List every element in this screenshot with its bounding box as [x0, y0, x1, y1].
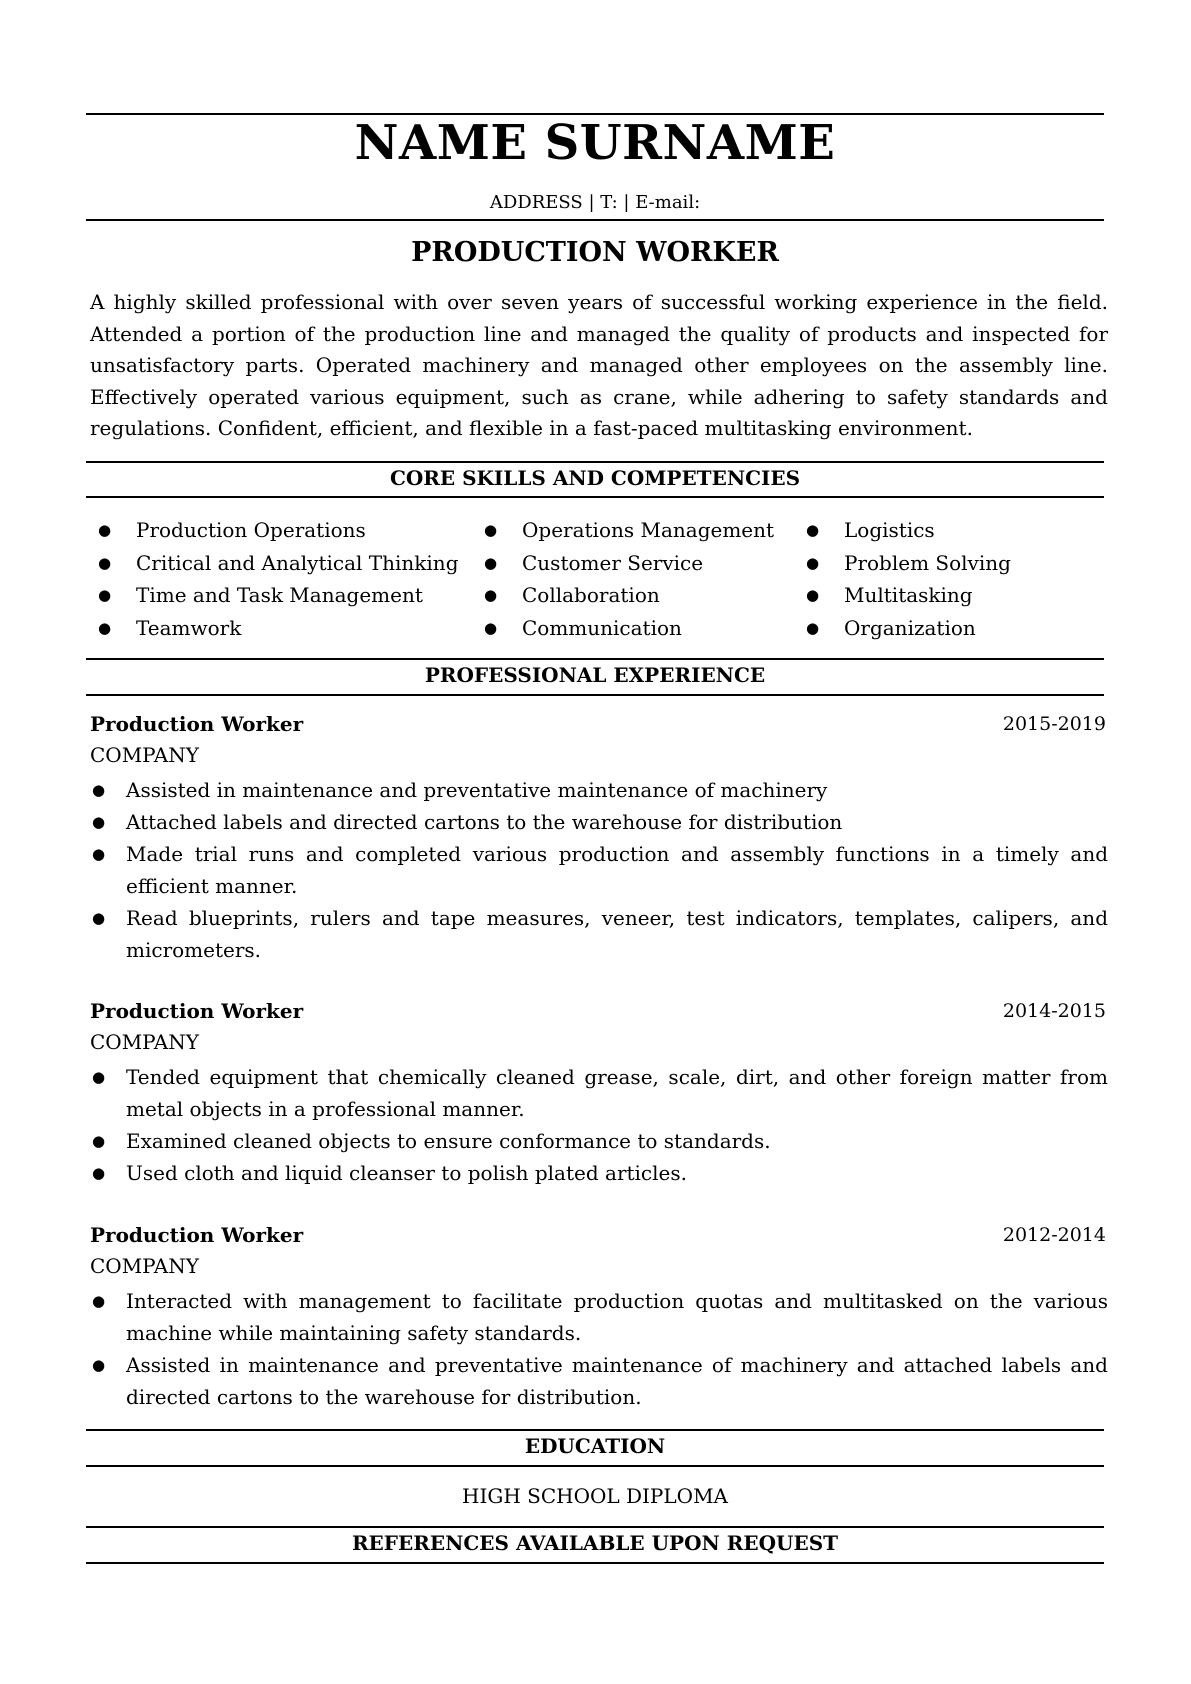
list-item: ● Made trial runs and completed various production and assembly functions in a timely and efficient manner. — [90, 838, 1108, 902]
job-3-dates: 2012-2014 — [1002, 1224, 1106, 1246]
list-item: ● Attached labels and directed cartons to the warehouse for distribution — [90, 806, 1108, 838]
list-item: ● Tended equipment that chemically cleaned grease, scale, dirt, and other foreign matter from metal objects in a professional manner. — [90, 1061, 1108, 1125]
candidate-name: NAME SURNAME — [354, 115, 836, 171]
job-2-dates: 2014-2015 — [1002, 1000, 1106, 1022]
references-bottom-rule — [86, 1562, 1104, 1564]
job-1-title: Production Worker — [90, 712, 304, 736]
bullet-icon: ● — [92, 781, 106, 799]
bullet-icon: ● — [484, 521, 498, 539]
bullet-icon: ● — [98, 553, 112, 572]
bullet-icon: ● — [484, 618, 498, 637]
list-item: ● Assisted in maintenance and preventative maintenance of machinery and attached labels and directed cartons to the warehouse for distribution. — [90, 1349, 1108, 1413]
bullet-icon: ● — [806, 618, 820, 637]
education-heading: EDUCATION — [524, 1434, 666, 1458]
list-item: ● Used cloth and liquid cleanser to polish plated articles. — [90, 1157, 1108, 1189]
skill-item: ● Teamwork — [98, 612, 459, 645]
experience-heading: PROFESSIONAL EXPERIENCE — [424, 663, 766, 687]
skill-item: ● Collaboration — [484, 579, 774, 612]
education-bottom-rule — [86, 1465, 1104, 1467]
skills-column-3 — [806, 514, 1011, 644]
list-item: ● Interacted with management to facilitate production quotas and multitasked on the various machine while maintaining safety standards. — [90, 1285, 1108, 1349]
contact-rule — [86, 219, 1104, 221]
bullet-icon: ● — [92, 1132, 106, 1150]
bullet-icon: ● — [92, 1068, 106, 1086]
skill-item: ● Organization — [806, 612, 1011, 645]
bullet-icon: ● — [98, 586, 112, 604]
job-3-company: COMPANY — [90, 1254, 199, 1278]
references-line: REFERENCES AVAILABLE UPON REQUEST — [351, 1531, 839, 1555]
bullet-icon: ● — [92, 1292, 106, 1310]
bullet-icon: ● — [806, 586, 820, 604]
skills-bottom-rule — [86, 496, 1104, 498]
bullet-icon: ● — [806, 521, 820, 539]
bullet-icon: ● — [92, 1356, 106, 1374]
bullet-icon: ● — [92, 1164, 106, 1182]
list-item: ● Examined cleaned objects to ensure conformance to standards. — [90, 1125, 1108, 1157]
summary-paragraph: A highly skilled professional with over seven years of successful working experience in the field. Attended a portion of the production line and managed the quality of products and inspected for unsatisfactory parts. Operated machinery and managed other employees on the assembly line. Effectively operated various equipment, such as crane, while adhering to safety standards and regulations. Confident, efficient, and flexible in a fast-paced multitasking environment. — [90, 290, 1108, 440]
skills-column-2 — [484, 514, 774, 644]
skill-item: ● Communication — [484, 612, 774, 645]
experience-bottom-rule — [86, 694, 1104, 696]
skill-item: ● Critical and Analytical Thinking — [98, 547, 459, 580]
bullet-icon: ● — [484, 553, 498, 572]
job-2-title: Production Worker — [90, 999, 304, 1023]
skill-item: ● Customer Service — [484, 547, 774, 580]
bullet-icon: ● — [92, 813, 106, 831]
job-2-company: COMPANY — [90, 1030, 199, 1054]
skill-item: ● Problem Solving — [806, 547, 1011, 580]
bullet-icon: ● — [98, 521, 112, 539]
skill-item: ● Logistics — [806, 514, 1011, 547]
skill-item: ● Multitasking — [806, 579, 1011, 612]
bullet-icon: ● — [92, 909, 106, 927]
bullet-icon: ● — [92, 845, 106, 863]
job-1-company: COMPANY — [90, 743, 199, 767]
job-3-title: Production Worker — [90, 1223, 304, 1247]
education-degree: HIGH SCHOOL DIPLOMA — [462, 1484, 728, 1508]
job-1-dates: 2015-2019 — [1002, 713, 1106, 735]
list-item: ● Assisted in maintenance and preventative maintenance of machinery — [90, 774, 1108, 806]
bullet-icon: ● — [484, 586, 498, 604]
bullet-icon: ● — [98, 618, 112, 637]
job-1-duties — [90, 774, 1108, 966]
job-3-duties — [90, 1285, 1108, 1413]
job-2-duties — [90, 1061, 1108, 1189]
skill-item: ● Time and Task Management — [98, 579, 459, 612]
skills-grid — [98, 514, 1098, 649]
skills-heading: CORE SKILLS AND COMPETENCIES — [389, 466, 801, 490]
skill-item: ● Operations Management — [484, 514, 774, 547]
skills-column-1 — [98, 514, 459, 644]
skill-item: ● Production Operations — [98, 514, 459, 547]
job-title-heading: PRODUCTION WORKER — [411, 237, 779, 268]
contact-line: ADDRESS | T: | E-mail: — [489, 192, 701, 213]
list-item: ● Read blueprints, rulers and tape measures, veneer, test indicators, templates, calipers, and micrometers. — [90, 902, 1108, 966]
bullet-icon: ● — [806, 553, 820, 572]
